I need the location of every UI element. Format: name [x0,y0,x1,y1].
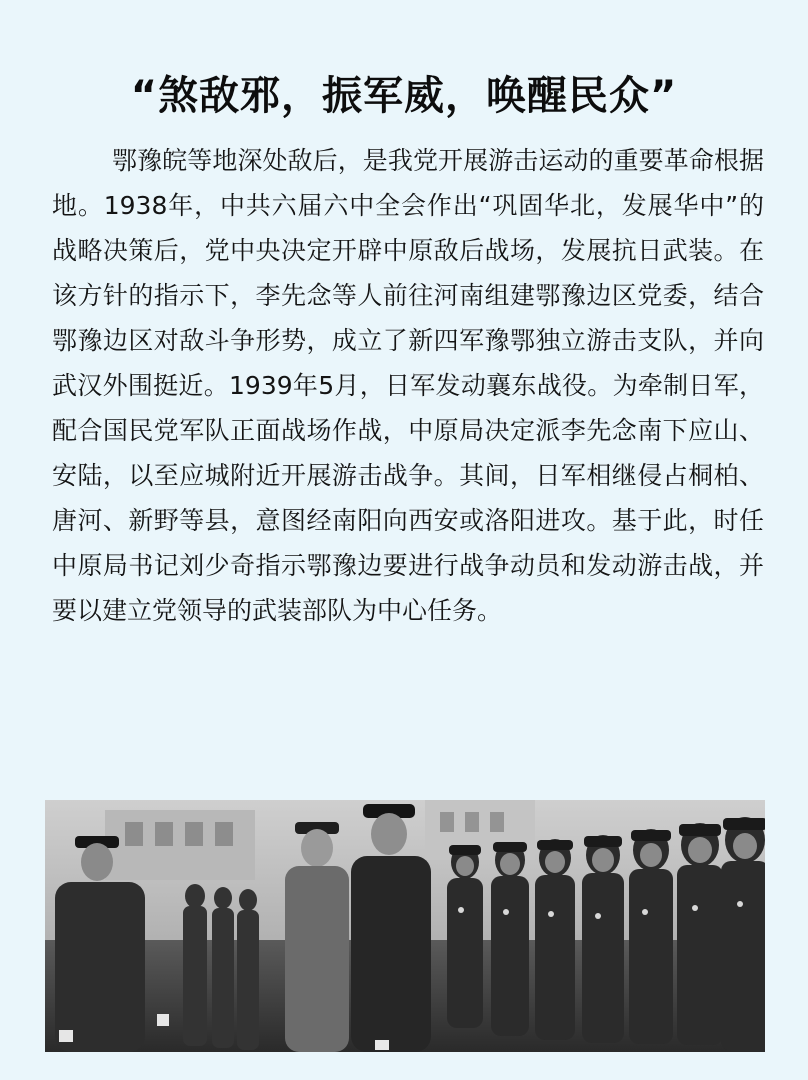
article-paragraph: 鄂豫皖等地深处敌后，是我党开展游击运动的重要革命根据地。1938年，中共六届六中全会作出“巩固华北，发展华中”的战略决策后，党中央决定开辟中原敌后战场，发展抗日武装。在该方针的指示下，李先念等人前往河南组建鄂豫边区党委，结合鄂豫边区对敌斗争形势，成立了新四军豫鄂独立游击支队，并向武汉外围挺近。1939年5月，日军发动襄东战役。为牵制日军，配合国民党军队正面战场作战，中原局决定派李先念南下应山、安陆，以至应城附近开展游击战争。其间，日军相继侵占桐柏、唐河、新野等县，意图经南阳向西安或洛阳进攻。基于此，时任中原局书记刘少奇指示鄂豫边要进行战争动员和发动游击战，并要以建立党领导的武装部队为中心任务。 [52,146,764,625]
soldiers-photo-illustration [45,800,765,1052]
page-title: “煞敌邪，振军威，唤醒民众” [130,73,678,119]
historical-photo [45,800,765,1052]
